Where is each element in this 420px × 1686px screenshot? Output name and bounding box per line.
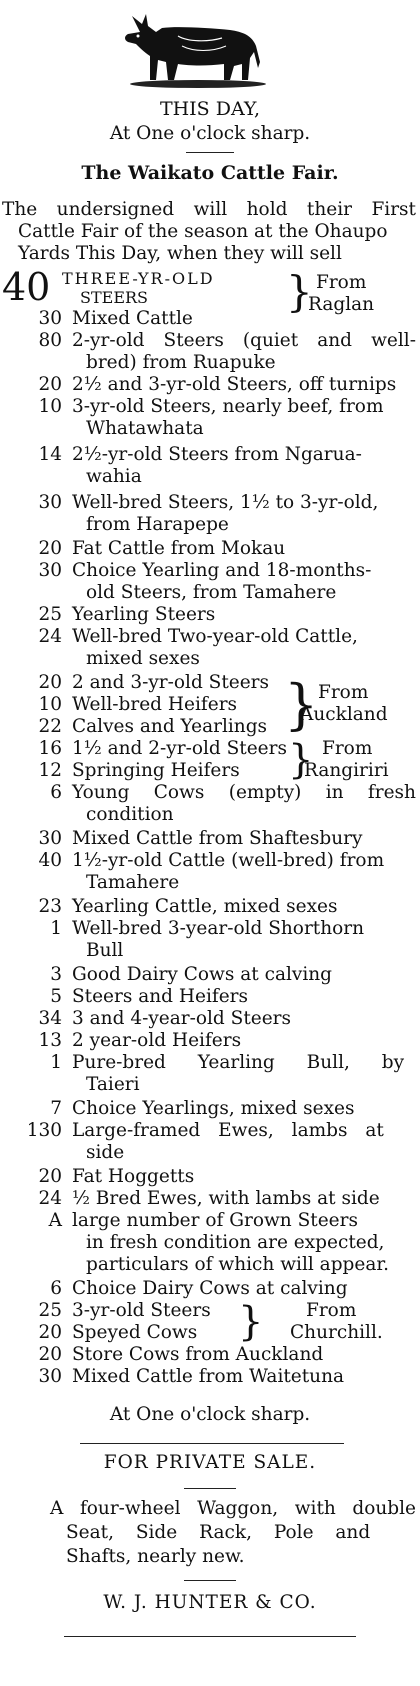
from-place: Auckland — [300, 704, 388, 725]
lot-qty: 20 — [38, 1322, 62, 1343]
lot-text: ½ Bred Ewes, with lambs at side — [72, 1188, 380, 1209]
lot-text: particulars of which will appear. — [86, 1254, 390, 1275]
lot-qty: 80 — [38, 330, 62, 351]
lot-qty: 24 — [38, 626, 62, 647]
lot-qty: 25 — [38, 604, 62, 625]
lot-text: 3-yr-old Steers — [72, 1300, 211, 1321]
lot-qty: 6 — [50, 1278, 62, 1299]
auctioneer-name: W. J. HUNTER & CO. — [103, 1592, 317, 1613]
lot-qty: 23 — [38, 896, 62, 917]
from-place: Rangiriri — [304, 760, 389, 781]
lot-text: Well-bred Steers, 1½ to 3-yr-old, — [72, 492, 379, 513]
lot-text: Taieri — [86, 1074, 140, 1095]
lot-qty: 34 — [38, 1008, 62, 1029]
lot-text: mixed sexes — [86, 648, 200, 669]
lot-qty: 22 — [38, 716, 62, 737]
lot-text: Large-framed Ewes, lambs at — [72, 1120, 384, 1141]
lot-qty: 30 — [38, 492, 62, 513]
lot-qty: 30 — [38, 828, 62, 849]
lot-text: Well-bred Heifers — [72, 694, 238, 715]
sale-time: At One o'clock sharp. — [109, 123, 311, 144]
lot-text: from Harapepe — [86, 514, 229, 535]
private-sale-heading: FOR PRIVATE SALE. — [103, 1452, 317, 1473]
lot-qty: 40 — [38, 850, 62, 871]
lot-text: Bull — [86, 940, 124, 961]
lot-qty: 20 — [38, 374, 62, 395]
lot-text: Springing Heifers — [72, 760, 240, 781]
lot-text: condition — [86, 804, 174, 825]
lot-text: wahia — [86, 466, 142, 487]
lot-text: 1½ and 2-yr-old Steers — [72, 738, 287, 759]
bull-illustration — [118, 2, 278, 90]
lot-qty: 10 — [38, 396, 62, 417]
lot-qty: 25 — [38, 1300, 62, 1321]
lot-text: Fat Cattle from Mokau — [72, 538, 286, 559]
lot-qty-big: 40 — [2, 265, 51, 309]
lot-text: Yearling Steers — [72, 604, 216, 625]
lot-text: Choice Dairy Cows at calving — [72, 1278, 348, 1299]
divider — [184, 1580, 236, 1581]
lot-text: Mixed Cattle from Shaftesbury — [72, 828, 363, 849]
lot-qty: 30 — [38, 308, 62, 329]
lot-qty: 7 — [50, 1098, 62, 1119]
brace: } — [284, 673, 319, 736]
lot-text: 2½ and 3-yr-old Steers, off turnips — [72, 374, 397, 395]
from-label: From — [322, 738, 373, 759]
lot-qty: 5 — [50, 986, 62, 1007]
lot-qty: 12 — [38, 760, 62, 781]
lot-text: Mixed Cattle — [72, 308, 193, 329]
lot-text: Pure-bred Yearling Bull, by — [72, 1052, 405, 1073]
lot-text: Whatawhata — [86, 418, 204, 439]
lot-text: 2 year-old Heifers — [72, 1030, 242, 1051]
lot-qty: 1 — [50, 1052, 62, 1073]
lot-qty: 3 — [50, 964, 62, 985]
waggon-line-3: Shafts, nearly new. — [66, 1546, 245, 1567]
lot-qty: 20 — [38, 538, 62, 559]
lot-text: 3 and 4-year-old Steers — [72, 1008, 291, 1029]
lot-text: Well-bred Two-year-old Cattle, — [72, 626, 358, 647]
waggon-line-2: Seat, Side Rack, Pole and — [66, 1522, 371, 1543]
from-label: From — [316, 272, 367, 293]
divider — [80, 1443, 344, 1444]
lot-qty: 30 — [38, 560, 62, 581]
lot-qty: 14 — [38, 444, 62, 465]
intro-line-2: Cattle Fair of the season at the Ohaupo — [18, 221, 388, 242]
lot-text: Choice Yearlings, mixed sexes — [72, 1098, 355, 1119]
lot-text: in fresh condition are expected, — [86, 1232, 385, 1253]
lot-qty: 20 — [38, 672, 62, 693]
brace: } — [288, 737, 314, 783]
lot-text: 2 and 3-yr-old Steers — [72, 672, 270, 693]
lot-text: 3-yr-old Steers, nearly beef, from — [72, 396, 384, 417]
from-label: From — [318, 682, 369, 703]
headline: The Waikato Cattle Fair. — [81, 162, 339, 184]
from-place: Churchill. — [290, 1322, 383, 1343]
lot-text: STEERS — [80, 288, 148, 307]
lot-text: Tamahere — [86, 872, 180, 893]
lot-text: Young Cows (empty) in fresh — [72, 782, 416, 803]
lot-text: Speyed Cows — [72, 1322, 198, 1343]
lot-qty: A — [48, 1210, 62, 1231]
lot-qty: 1 — [50, 918, 62, 939]
lot-qty: 6 — [50, 782, 62, 803]
lot-text: old Steers, from Tamahere — [86, 582, 337, 603]
lot-text: 2½-yr-old Steers from Ngarua- — [72, 444, 362, 465]
from-label: From — [306, 1300, 357, 1321]
lot-qty: 30 — [38, 1366, 62, 1387]
brace: } — [286, 267, 313, 316]
waggon-line-1: A four-wheel Waggon, with double — [50, 1498, 416, 1519]
lot-qty: 13 — [38, 1030, 62, 1051]
lot-text: THREE-YR-OLD — [62, 269, 215, 288]
lot-qty: 20 — [38, 1166, 62, 1187]
lot-text: 1½-yr-old Cattle (well-bred) from — [72, 850, 385, 871]
divider — [184, 1488, 236, 1489]
divider — [186, 152, 234, 153]
this-day-heading: THIS DAY, — [159, 98, 261, 120]
intro-line-3: Yards This Day, when they will sell — [18, 243, 342, 264]
lot-text: Steers and Heifers — [72, 986, 249, 1007]
lot-text: Choice Yearling and 18-months- — [72, 560, 372, 581]
lot-text: Mixed Cattle from Waitetuna — [72, 1366, 345, 1387]
sale-time-repeat: At One o'clock sharp. — [109, 1404, 311, 1425]
lot-qty: 16 — [38, 738, 62, 759]
lot-text: 2-yr-old Steers (quiet and well- — [72, 330, 416, 351]
lot-text: Store Cows from Auckland — [72, 1344, 324, 1365]
lot-text: side — [86, 1142, 125, 1163]
lot-text: Well-bred 3-year-old Shorthorn — [72, 918, 365, 939]
from-place: Raglan — [308, 294, 375, 315]
intro-line-1: The undersigned will hold their First — [2, 199, 416, 220]
lot-text: large number of Grown Steers — [72, 1210, 358, 1231]
lot-text: Yearling Cattle, mixed sexes — [72, 896, 338, 917]
lot-qty: 24 — [38, 1188, 62, 1209]
brace: } — [238, 1299, 264, 1345]
divider — [64, 1636, 356, 1637]
lot-qty: 130 — [26, 1120, 62, 1141]
lot-text: bred) from Ruapuke — [86, 352, 276, 373]
lot-qty: 20 — [38, 1344, 62, 1365]
lot-qty: 10 — [38, 694, 62, 715]
lot-text: Fat Hoggetts — [72, 1166, 195, 1187]
lot-text: Good Dairy Cows at calving — [72, 964, 333, 985]
lot-text: Calves and Yearlings — [72, 716, 268, 737]
